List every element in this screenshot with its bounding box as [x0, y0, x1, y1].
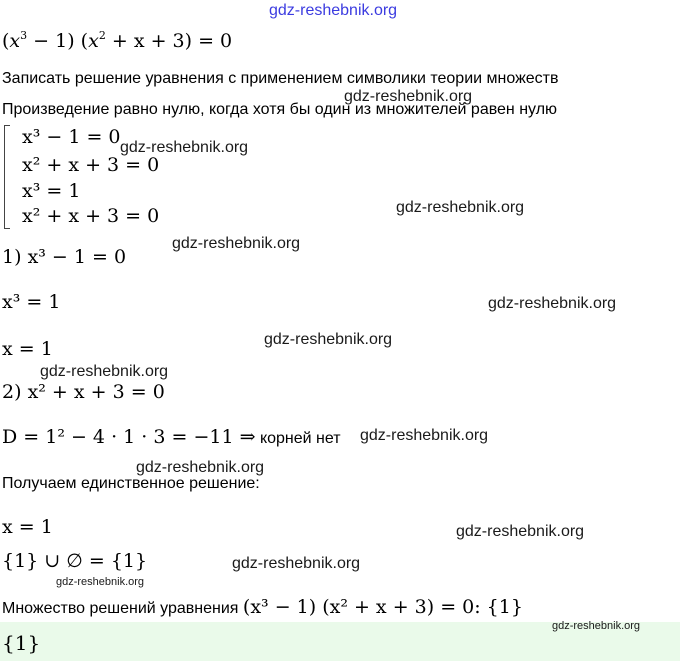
set-union: {1} ∪ ∅ = {1}	[2, 550, 148, 572]
system-line-1: x³ − 1 = 0	[22, 126, 121, 148]
system-line-4: x² + x + 3 = 0	[22, 205, 160, 227]
watermark: gdz-reshebnik.org	[136, 459, 265, 476]
watermark: gdz-reshebnik.org	[456, 523, 585, 540]
system-line-3: x³ = 1	[22, 180, 81, 202]
watermark: gdz-reshebnik.org	[552, 620, 641, 632]
answer-box	[0, 622, 680, 661]
watermark: gdz-reshebnik.org	[56, 576, 145, 588]
case2-equation: 2) x² + x + 3 = 0	[2, 381, 165, 403]
case1-step1: x³ = 1	[2, 291, 61, 313]
main-equation: $(x^3 - 1) (x^2 + x + 3) = 0$	[2, 29, 233, 52]
system-line-2: x² + x + 3 = 0	[22, 154, 160, 176]
product-rule-text: Произведение равно нулю, когда хотя бы один из множителей равен нулю	[2, 101, 558, 118]
watermark: gdz-reshebnik.org	[232, 555, 361, 572]
watermark: gdz-reshebnik.org	[264, 331, 393, 348]
answer: {1}	[2, 631, 41, 655]
instruction-text: Записать решение уравнения с применением символики теории множеств	[2, 70, 559, 87]
watermark: gdz-reshebnik.org	[488, 295, 617, 312]
unique-solution: x = 1	[2, 516, 53, 538]
watermark: gdz-reshebnik.org	[120, 139, 249, 156]
watermark: gdz-reshebnik.org	[344, 88, 473, 105]
watermark: gdz-reshebnik.org	[172, 235, 301, 252]
solution-set-line: Множество решений уравнения (x³ − 1) (x² + x + 3) = 0: {1}	[2, 596, 523, 618]
watermark: gdz-reshebnik.org	[40, 363, 169, 380]
watermark: gdz-reshebnik.org	[269, 2, 398, 19]
case1-equation: 1) x³ − 1 = 0	[2, 246, 127, 268]
discriminant-line: D = 1² − 4 · 1 · 3 = −11 ⇒ корней нет	[2, 426, 341, 448]
unique-solution-text: Получаем единственное решение:	[2, 475, 260, 492]
case1-step2: x = 1	[2, 338, 53, 360]
watermark: gdz-reshebnik.org	[360, 427, 489, 444]
watermark: gdz-reshebnik.org	[396, 199, 525, 216]
system-bracket	[4, 125, 5, 229]
